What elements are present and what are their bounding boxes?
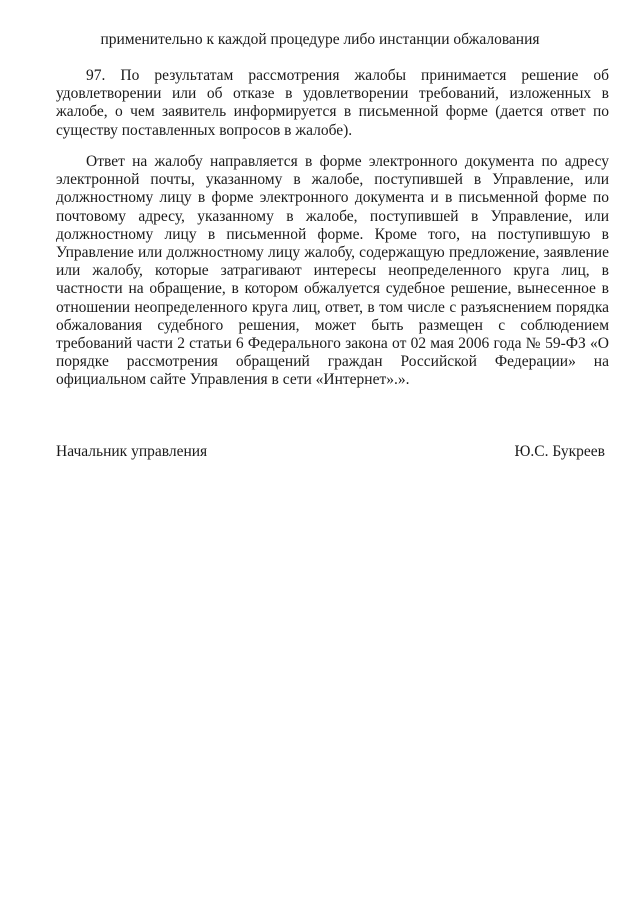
- paragraph-response: Ответ на жалобу направляется в форме электронного документа по адресу электронной почты, указанному в жалобе, поступившей в Управление, или должностному лицу в форме электронного документа и в письменной форме по почтовому адресу, указанному в жалобе, поступившей в Управление, или должностному лицу в письменной форме. Кроме того, на поступившую в Управление или должностному лицу жалобу, содержащую предложение, заявление или жалобу, которые затрагивают интересы неопределенного круга лиц, в частности на обращение, в котором обжалуется судебное решение, вынесенное в отношении неопределенного круга лиц, ответ, в том числе с разъяснением порядка обжалования судебного решения, может быть размещен с соблюдением требований части 2 статьи 6 Федерального закона от 02 мая 2006 года № 59-ФЗ «О порядке рассмотрения обращений граждан Российской Федерации» на официальном сайте Управления в сети «Интернет».».: [56, 153, 609, 389]
- signature-name: Ю.С. Букреев: [514, 443, 605, 460]
- signature-position: Начальник управления: [56, 443, 208, 460]
- paragraph-97: 97. По результатам рассмотрения жалобы принимается решение об удовлетворении или об отказе в удовлетворении требований, изложенных в жалобе, о чем заявитель информируется в письменной форме (дается ответ по существу поставленных вопросов в жалобе).: [56, 67, 609, 139]
- heading-line: применительно к каждой процедуре либо инстанции обжалования: [100, 31, 540, 48]
